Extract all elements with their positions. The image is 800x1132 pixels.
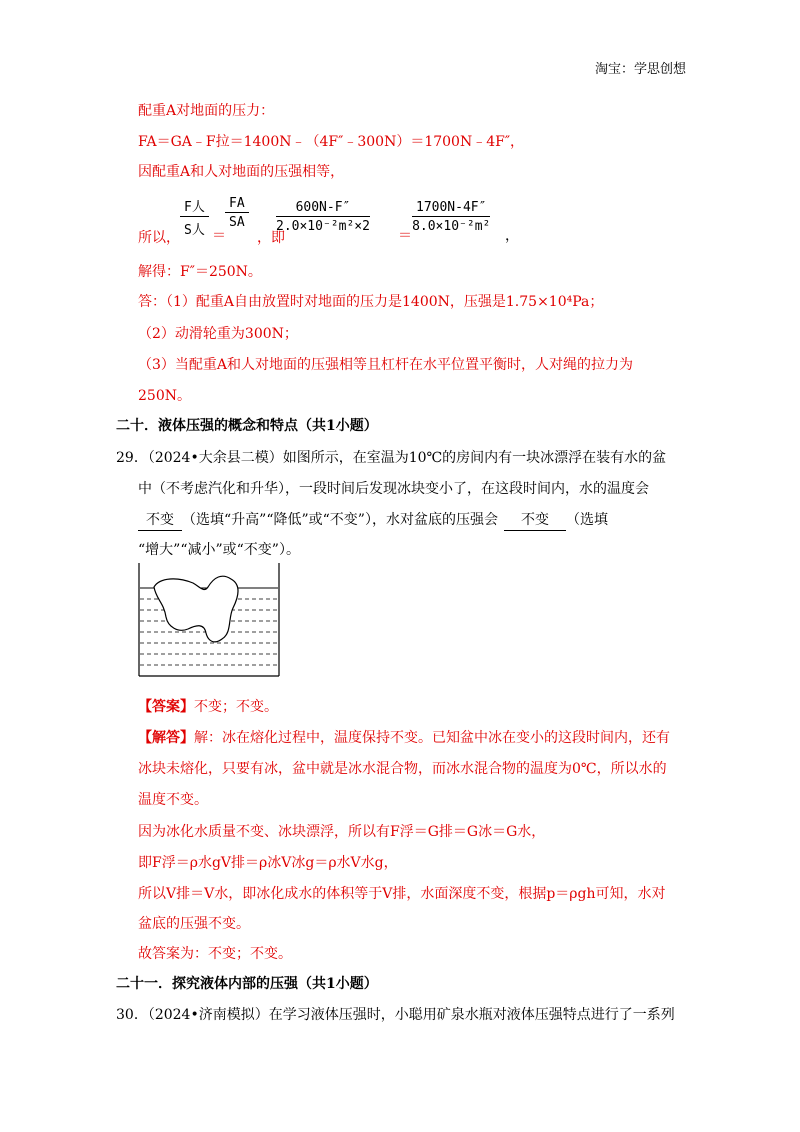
fraction-person [180, 196, 209, 238]
q29-analysis-5: 即F浮＝ρ水gV排＝ρ冰V冰g＝ρ水V水g， [138, 855, 398, 871]
q29-line-4: “增大”“减小”或“不变”）。 [138, 542, 300, 558]
q30-line-1: 30．（2024•济南模拟）在学习液体压强时，小聪用矿泉水瓶对液体压强特点进行了一系列 [116, 1007, 675, 1023]
q29-analysis-4: 因为冰化水质量不变、冰块漂浮，所以有F浮＝G排＝G冰＝G水， [138, 824, 546, 840]
q29-line-3 [138, 510, 608, 531]
q29-analysis-2: 冰块未熔化，只要有冰，盆中就是冰水混合物，而冰水混合物的温度为0℃，所以水的 [138, 761, 667, 777]
formula-eq-1: ＝ [212, 228, 226, 244]
prev-line-7: （2）动滑轮重为300N； [138, 326, 298, 342]
fraction-right-num: 1700N-4F″ [412, 200, 490, 217]
ice-basin-figure [138, 563, 288, 685]
q29-line-3-b: （选填 [565, 512, 608, 528]
q29-analysis-8: 故答案为：不变；不变。 [138, 946, 292, 962]
q29-line-2: 中（不考虑汽化和升华），一段时间后发现冰块变小了，在这段时间内，水的温度会 [138, 481, 649, 497]
prev-line-8: （3）当配重A和人对地面的压强相等且杠杆在水平位置平衡时，人对绳的拉力为 [138, 357, 634, 373]
fraction-person-num: F人 [180, 196, 209, 217]
section-21-title: 二十一．探究液体内部的压强（共1小题） [116, 976, 378, 992]
prev-line-1: 配重A对地面的压力： [138, 103, 275, 119]
formula-ji: ，即 [257, 230, 285, 246]
fraction-a [225, 196, 249, 230]
fraction-left-num: 600N-F″ [276, 200, 370, 217]
formula-comma: ， [505, 228, 519, 244]
fraction-a-num: FA [225, 196, 249, 213]
q29-analysis-6: 所以V排＝V水，即冰化成水的体积等于V排，水面深度不变，根据p＝ρgh可知，水对 [138, 886, 666, 902]
fraction-a-den: SA [229, 215, 245, 230]
answer-text: 不变；不变。 [194, 699, 278, 715]
prev-line-6: 答：（1）配重A自由放置时对地面的压力是1400N，压强是1.75×10⁴Pa； [138, 294, 604, 310]
fraction-left-den: 2.0×10⁻²m²×2 [276, 219, 370, 234]
formula-eq-2: ＝ [398, 228, 412, 244]
analysis-tag: 【解答】 [138, 730, 194, 746]
fraction-right [412, 200, 490, 234]
q29-line-1: 29．（2024•大余县二模）如图所示，在室温为10℃的房间内有一块冰漂浮在装有水的盆 [116, 450, 667, 466]
q29-blank-2: 不变 [504, 510, 566, 531]
q29-analysis-1 [138, 728, 670, 748]
fraction-right-den: 8.0×10⁻²m² [412, 219, 491, 234]
section-20-title: 二十．液体压强的概念和特点（共1小题） [116, 418, 378, 434]
q29-analysis-3: 温度不变。 [138, 792, 208, 808]
answer-tag: 【答案】 [138, 699, 194, 715]
prev-line-9: 250N。 [138, 388, 191, 404]
q29-analysis-7: 盆底的压强不变。 [138, 916, 250, 932]
q29-line-3-a: （选填“升高”“降低”或“不变”），水对盆底的压强会 [182, 512, 498, 528]
prev-line-3: 因配重A和人对地面的压强相等， [138, 164, 345, 180]
fraction-left [276, 200, 370, 234]
prev-line-2: FA＝GA﹣F拉＝1400N﹣（4F″﹣300N）＝1700N﹣4F″， [138, 134, 525, 150]
formula-so: 所以， [138, 230, 180, 246]
q29-blank-1: 不变 [138, 510, 182, 531]
q29-answer [138, 697, 278, 717]
fraction-person-den: S人 [184, 223, 205, 238]
prev-line-5: 解得：F″＝250N。 [138, 264, 262, 280]
analysis-line-1: 解：冰在熔化过程中，温度保持不变。已知盆中冰在变小的这段时间内，还有 [194, 730, 670, 746]
shop-header: 淘宝：学思创想 [594, 62, 686, 77]
